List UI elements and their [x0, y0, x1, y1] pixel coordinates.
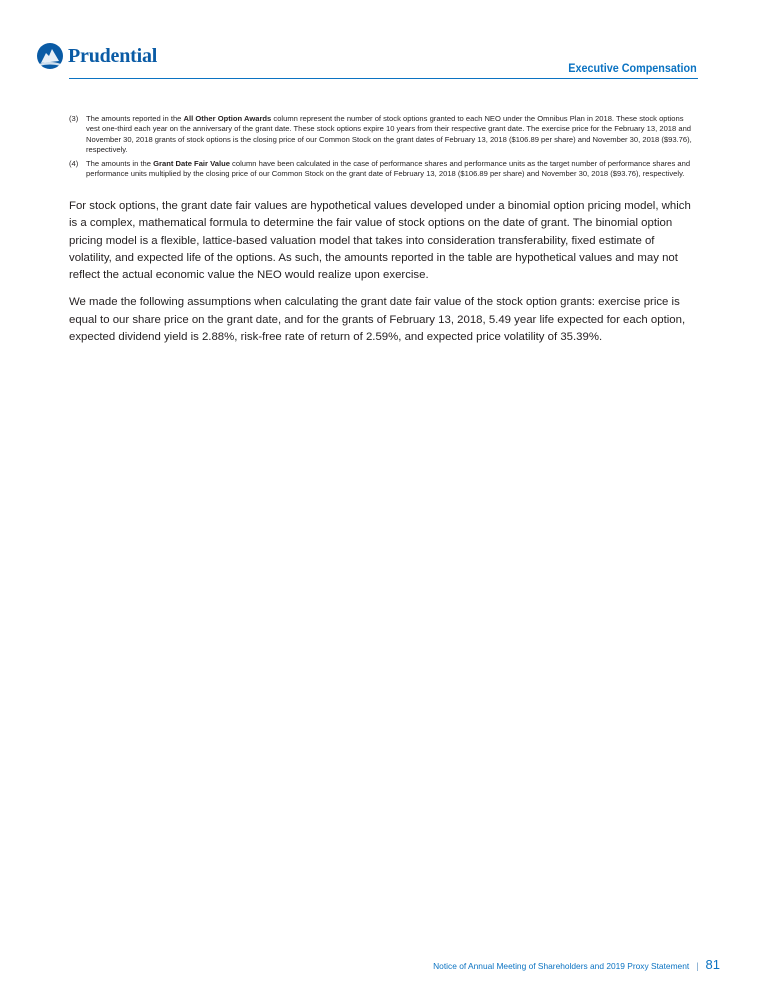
body-text	[69, 198, 698, 356]
footnote-number: (4)	[69, 159, 79, 169]
footnote-text-rest: column represent the number of stock options granted to each NEO under the Omnibus Plan in 2018. These stock options vest one-third each year on the anniversary of the grant date. These stock options expire 10 years from their respective grant date. The exercise price for the February 13, 2018 and November 30, 2018 grants of stock options is the closing price of our Common Stock on the grant dates of February 13, 2018 ($106.89 per share) and November 30, 2018 ($93.76), respectively.	[86, 114, 692, 154]
header-divider	[69, 78, 698, 79]
footnote-text-start: The amounts reported in the	[86, 114, 184, 123]
paragraph-binomial-model: For stock options, the grant date fair values are hypothetical values developed under a binomial option pricing model, which is a complex, mathematical formula to determine the fair value of stock options on the date of grant. The binomial option pricing model is a flexible, lattice-based valuation model that takes into consideration transferability, fixed estimate of volatility, and expected life of the options. As such, the amounts reported in the table are hypothetical values and may not reflect the actual economic value the NEO would realize upon exercise.	[69, 200, 691, 282]
section-title: Executive Compensation	[568, 61, 697, 75]
footnote-text	[86, 159, 698, 180]
paragraph-assumptions: We made the following assumptions when calculating the grant date fair value of the stock option grants: exercise price is equal to our share price on the grant date, and for the grants of February 13, 2018, 5.49 year life expected for each option, expected dividend yield is 2.88%, risk-free rate of return of 2.59%, and expected price volatility of 35.39%.	[69, 296, 686, 344]
footnote-number: (3)	[69, 114, 79, 123]
footer-document-title: Notice of Annual Meeting of Shareholders and 2019 Proxy Statement	[433, 961, 690, 971]
footnote-column-name: All Other Option Awards	[183, 114, 272, 123]
footnote-text-rest: column have been calculated in the case of performance shares and performance units as the target number of performance shares and performance units multiplied by the closing price of our Common Stock on the grant date of February 13, 2018 ($106.89 per share) and November 30, 2018 ($93.76), respectively.	[86, 159, 691, 179]
logo-wordmark: Prudential	[68, 44, 158, 67]
footnote-text	[86, 114, 698, 155]
footnote-3	[69, 114, 698, 155]
rock-of-gibraltar-icon	[36, 42, 64, 70]
prudential-logo	[36, 42, 157, 70]
footnotes	[69, 114, 698, 184]
footnote-column-name: Grant Date Fair Value	[153, 159, 230, 169]
page-footer	[433, 957, 720, 972]
footnote-4	[69, 159, 698, 180]
footnote-text-start: The amounts in the	[86, 159, 154, 169]
footer-separator: |	[696, 961, 699, 971]
page-number: 81	[705, 957, 720, 972]
